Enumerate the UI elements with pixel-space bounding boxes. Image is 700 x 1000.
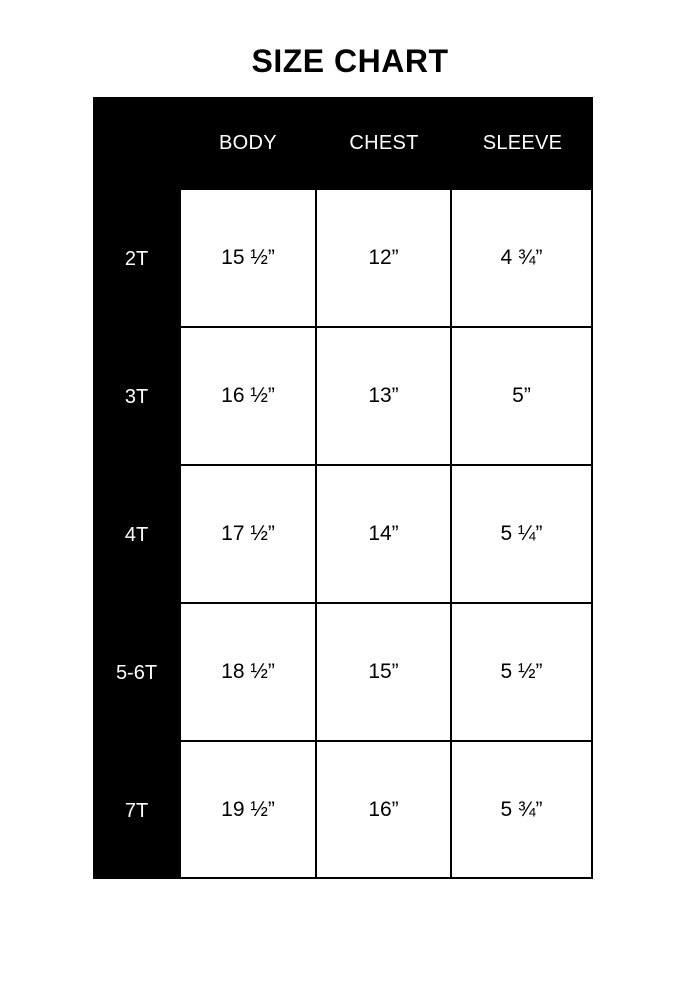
body-cell: 15 ½” bbox=[181, 190, 315, 326]
page-title: SIZE CHART bbox=[251, 43, 449, 79]
row-cells bbox=[180, 604, 593, 742]
body-cell: 18 ½” bbox=[181, 604, 315, 740]
sleeve-cell: 4 ¾” bbox=[452, 190, 591, 326]
chest-cell: 16” bbox=[317, 742, 450, 877]
row-cells bbox=[180, 190, 593, 328]
size-chart-table bbox=[93, 97, 593, 879]
row-cells bbox=[180, 742, 593, 880]
sleeve-cell: 5” bbox=[452, 328, 591, 464]
chest-cell: 15” bbox=[317, 604, 450, 740]
body-cell: 19 ½” bbox=[181, 742, 315, 877]
row-header-size: 4T bbox=[124, 523, 149, 546]
body-cell: 16 ½” bbox=[181, 328, 315, 464]
row-cells bbox=[180, 466, 593, 604]
table-row bbox=[93, 742, 593, 880]
row-header-size: 7T bbox=[124, 799, 149, 822]
row-header-size: 3T bbox=[124, 385, 149, 408]
column-header-chest: CHEST bbox=[349, 131, 419, 154]
chest-cell: 12” bbox=[317, 190, 450, 326]
column-header-body: BODY bbox=[219, 131, 277, 154]
row-header-size: 2T bbox=[124, 247, 149, 270]
chest-cell: 13” bbox=[317, 328, 450, 464]
row-cells bbox=[180, 328, 593, 466]
chest-cell: 14” bbox=[317, 466, 450, 602]
table-row bbox=[93, 190, 593, 328]
table-row bbox=[93, 466, 593, 604]
sleeve-cell: 5 ¾” bbox=[452, 742, 591, 877]
sleeve-cell: 5 ½” bbox=[452, 604, 591, 740]
table-row bbox=[93, 328, 593, 466]
column-header-sleeve: SLEEVE bbox=[482, 131, 563, 154]
table-header-row bbox=[93, 97, 593, 189]
table-row bbox=[93, 604, 593, 742]
row-header-size: 5-6T bbox=[115, 661, 158, 684]
body-cell: 17 ½” bbox=[181, 466, 315, 602]
sleeve-cell: 5 ¼” bbox=[452, 466, 591, 602]
